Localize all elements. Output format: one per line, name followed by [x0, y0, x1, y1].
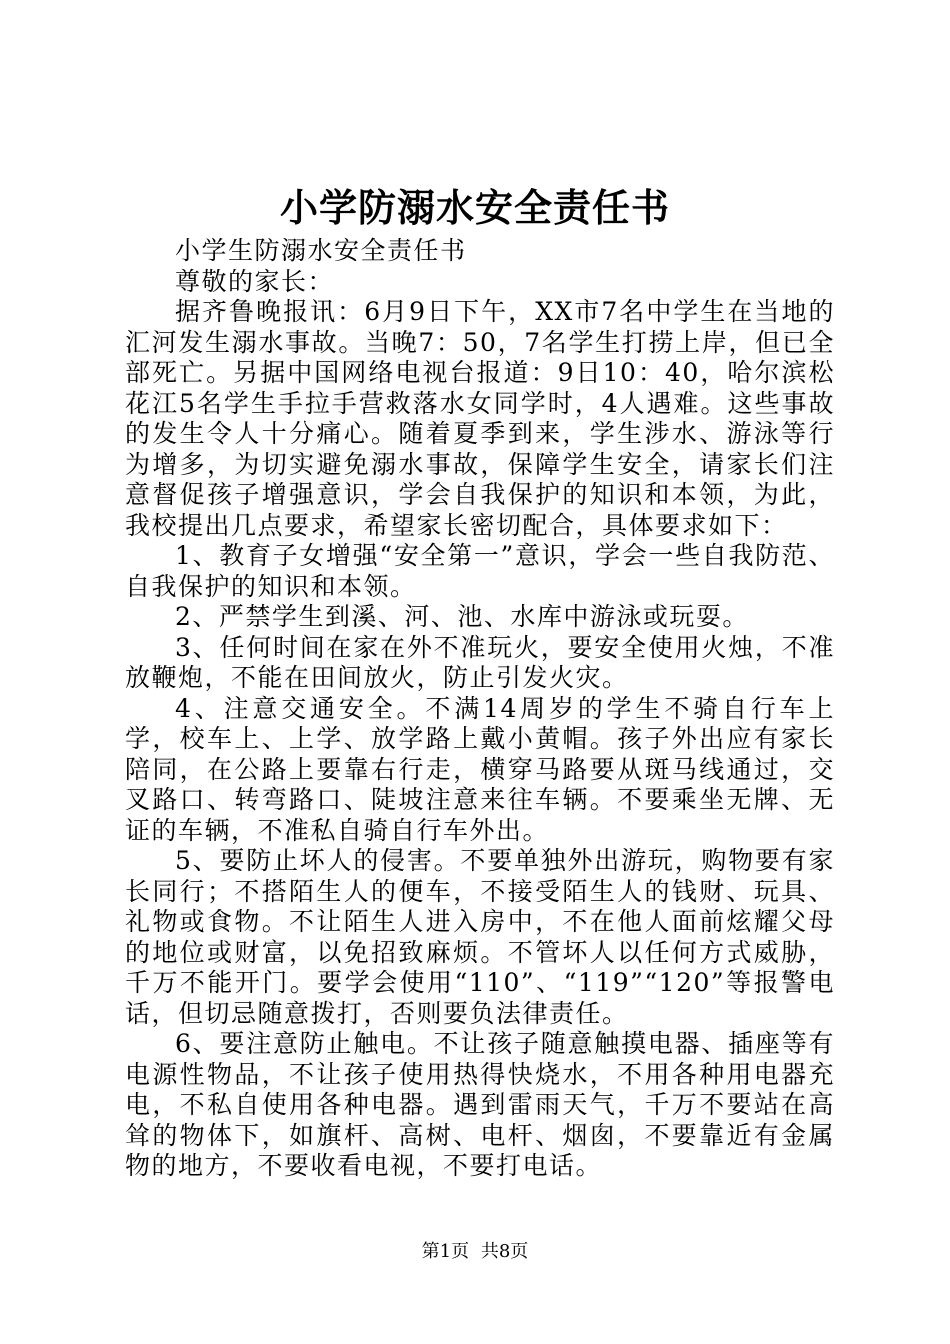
requirement-item-5: 5、要防止坏人的侵害。不要单独外出游玩，购物要有家长同行；不搭陌生人的便车，不接受陌生人的钱财、玩具、礼物或食物。不让陌生人进入房中，不在他人面前炫耀父母的地位或财富，以免招致麻烦。不管坏人以任何方式威胁，千万不能开门。要学会使用“110”、“119”“120”等报警电话，但切忌随意拨打，否则要负法律责任。 [125, 846, 835, 1028]
page-number: 第1页 [421, 1241, 470, 1262]
requirement-item-2: 2、严禁学生到溪、河、池、水库中游泳或玩耍。 [175, 602, 749, 631]
requirement-item-6: 6、要注意防止触电。不让孩子随意触摸电器、插座等有电源性物品，不让孩子使用热得快烧水，不用各种用电器充电，不私自使用各种电器。遇到雷雨天气，千万不要站在高耸的物体下，如旗杆、高树、电杆、烟囱，不要靠近有金属物的地方，不要收看电视，不要打电话。 [125, 1029, 835, 1180]
page-footer [0, 1240, 950, 1264]
intro-paragraph: 据齐鲁晚报讯：6月9日下午，XX市7名中学生在当地的汇河发生溺水事故。当晚7：50，7名学生打捞上岸，但已全部死亡。另据中国网络电视台报道：9日10：40，哈尔滨松花江5名学生手拉手营救落水女同学时，4人遇难。这些事故的发生令人十分痛心。随着夏季到来，学生涉水、游泳等行为增多，为切实避免溺水事故，保障学生安全，请家长们注意督促孩子增强意识，学会自我保护的知识和本领，为此，我校提出几点要求，希望家长密切配合，具体要求如下： [125, 297, 835, 540]
salutation-paragraph: 尊敬的家长： [175, 266, 335, 296]
document-body [125, 236, 835, 1182]
subtitle-paragraph: 小学生防溺水安全责任书 [175, 236, 467, 265]
document-title: 小学防溺水安全责任书 [279, 185, 670, 230]
requirement-item-4: 4、注意交通安全。不满14周岁的学生不骑自行车上学，校车上、上学、放学路上戴小黄帽。孩子外出应有家长陪同，在公路上要靠右行走，横穿马路要从斑马线通过，交叉路口、转弯路口、陡坡注意来往车辆。不要乘坐无牌、无证的车辆，不准私自骑自行车外出。 [125, 693, 835, 845]
page-total: 共8页 [480, 1241, 529, 1262]
requirement-item-3: 3、任何时间在家在外不准玩火，要安全使用火烛，不准放鞭炮，不能在田间放火，防止引发火灾。 [125, 632, 835, 692]
requirement-item-1: 1、教育子女增强“安全第一”意识，学会一些自我防范、自我保护的知识和本领。 [125, 541, 835, 601]
